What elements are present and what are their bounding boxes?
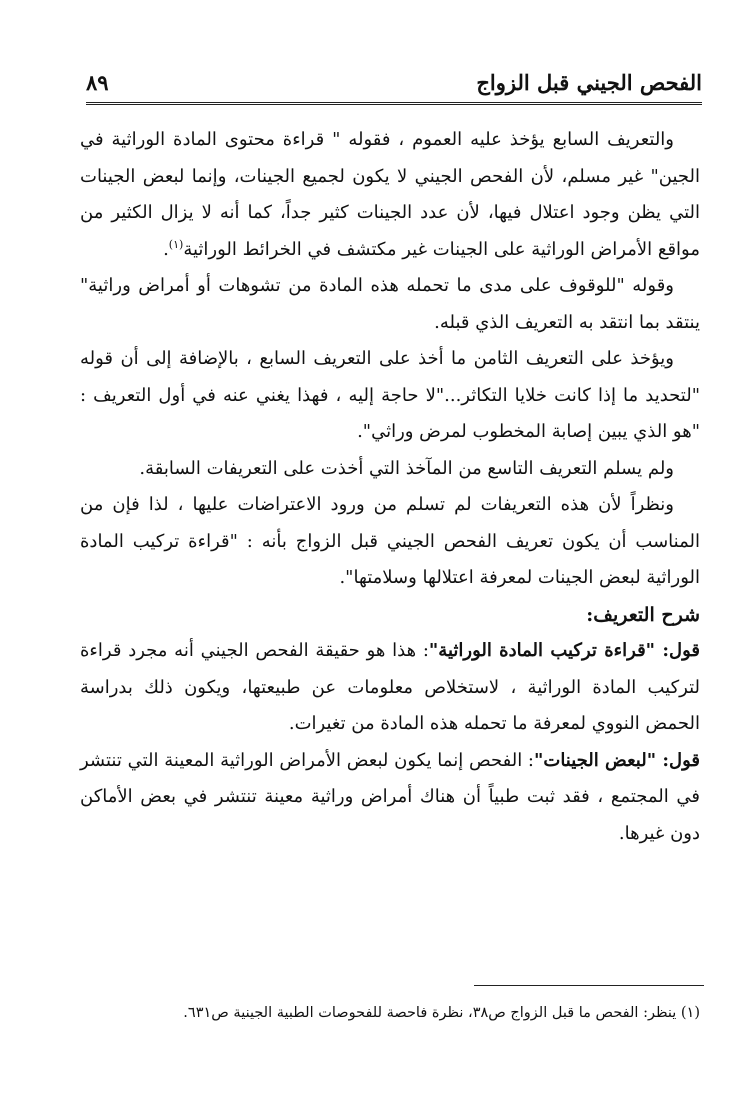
paragraph-seventh-definition bbox=[80, 122, 700, 268]
paragraph-proposed-definition: ونظراً لأن هذه التعريفات لم تسلم من ورود الاعتراضات عليها ، لذا فإن من المناسب أن يكون تعريف الفحص الجيني قبل الزواج بأنه : "قراءة تركيب المادة الوراثية لبعض الجينات لمعرفة اعتلالها وسلامتها". bbox=[80, 494, 700, 588]
footnote-reference: (١) bbox=[168, 237, 184, 251]
running-title: الفحص الجيني قبل الزواج bbox=[476, 70, 702, 95]
paragraph-text: : الفحص إنما يكون لبعض الأمراض الوراثية المعينة التي تنتشر في المجتمع ، فقد ثبت طبياً أن هناك أمراض وراثية معينة تنتشر في بعض الأماكن دون غيرها. bbox=[80, 749, 700, 844]
section-heading: شرح التعريف: bbox=[586, 603, 700, 626]
quoted-term: قول: "قراءة تركيب المادة الوراثية" bbox=[428, 640, 701, 661]
quoted-term: قول: "لبعض الجينات" bbox=[534, 749, 700, 771]
paragraph-explanation-reading bbox=[80, 633, 700, 743]
paragraph-ninth-definition: ولم يسلم التعريف التاسع من المآخذ التي أخذت على التعريفات السابقة. bbox=[139, 457, 674, 479]
paragraph-text: والتعريف السابع يؤخذ عليه العموم ، فقوله " قراءة محتوى المادة الوراثية في الجين" غير مسلم، لأن الفحص الجيني لا يكون لجميع الجينات، وإنما لبعض الجينات التي يظن وجود اعتلال فيها، لأن عدد الجينات كثير جداً، كما أنه لا يزال الكثير من مواقع الأمراض الوراثية على الجينات غير مكتشف في الخرائط الوراثية bbox=[80, 129, 700, 260]
paragraph-seventh-critique: وقوله "للوقوف على مدى ما تحمله هذه المادة من تشوهات أو أمراض وراثية" ينتقد بما انتقد به التعريف الذي قبله. bbox=[80, 275, 700, 333]
paragraph-eighth-definition: ويؤخذ على التعريف الثامن ما أخذ على التعريف السابع ، بالإضافة إلى أن قوله "لتحديد ما إذا كانت خلايا التكاثر..."لا حاجة إليه ، فهذا يغني عنه في أول التعريف : "هو الذي يبين إصابة المخطوب لمرض وراثي". bbox=[80, 348, 700, 442]
paragraph-end: . bbox=[163, 238, 169, 260]
paragraph-explanation-genes bbox=[80, 743, 700, 853]
footnote-divider bbox=[474, 985, 704, 986]
body-text bbox=[80, 122, 700, 852]
paragraph-text: : هذا هو حقيقة الفحص الجيني أنه مجرد قراءة لتركيب المادة الوراثية ، لاستخلاص معلومات عن طبيعتها، ويكون ذلك بدراسة الحمض النووي لمعرفة ما تحمله هذه المادة من تغيرات. bbox=[80, 640, 700, 734]
page-number: ٨٩ bbox=[86, 70, 109, 95]
page-header bbox=[86, 68, 702, 105]
footnote: (١) ينظر: الفحص ما قبل الزواج ص٣٨، نظرة فاحصة للفحوصات الطبية الجينية ص٦٣١. bbox=[183, 1005, 700, 1021]
